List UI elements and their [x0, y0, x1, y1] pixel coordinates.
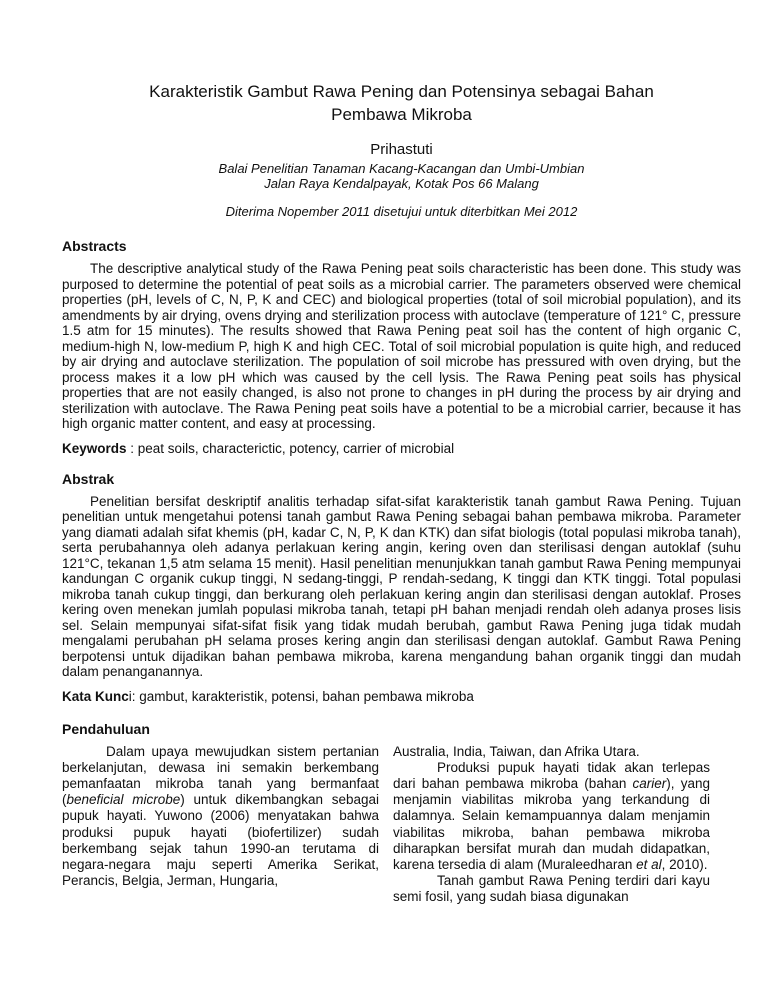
introduction-columns [62, 744, 710, 906]
keywords-id-label: Kata Kunc [62, 688, 129, 704]
intro-column-right [393, 744, 710, 906]
intro-paragraph-1 [62, 744, 379, 890]
paper-title: Karakteristik Gambut Rawa Pening dan Potensinya sebagai Bahan Pembawa Mikroba [149, 82, 654, 124]
abstract-en-body: The descriptive analytical study of the Rawa Pening peat soils characteristic has been done. This study was purposed to determine the potential of peat soils as a microbial carrier. The parameters observed were chemical properties (pH, levels of C, N, P, K and CEC) and biological properties (total of soil microbial population), and its amendments by air drying, ovens drying and sterilization process with autoclave (temperature of 121° C, pressure 1.5 atm for 15 minutes). The results showed that Rawa Pening peat soil has the content of high organic C, medium-high N, low-medium P, high K and high CEC. Total of soil microbial population is quite high, and reduced by air drying and autoclave sterilization. The population of soil microbe has pressured with oven drying, but the process makes it a low pH which was caused by the cell lysis. The Rawa Pening peat soils has physical properties that are not easily changed, is also not prone to changes in pH during the process by air drying and sterilization with autoclave. The Rawa Pening peat soils have a potential to be a microbial carrier, because it has high organic matter content, and easy at processing. [62, 261, 741, 431]
keywords-en-label: Keywords [62, 440, 127, 456]
keywords-id-text: : gambut, karakteristik, potensi, bahan pembawa mikroba [131, 688, 474, 704]
keywords-id-label-tail: i [128, 688, 132, 704]
intro-p1-seg3: ) untuk dikembangkan sebagai pupuk hayati. Yuwono (2006) menyatakan bahwa produksi pupuk hayati (biofertilizer) sudah berkembang sejak tahun 1990-an terutama di negara-negara maju seperti Amerika Serikat, Perancis, Belgia, Jerman, Hungaria, [62, 792, 379, 889]
intro-p2-seg1: Produksi pupuk hayati tidak akan terlepas dari bahan pembawa mikroba (bahan [393, 759, 710, 791]
intro-column-left [62, 744, 379, 906]
abstract-id-heading: Abstrak [62, 470, 115, 487]
paper-header [62, 80, 741, 219]
abstract-en-heading: Abstracts [62, 238, 127, 254]
intro-p2-italic-carier: carier [632, 775, 667, 791]
intro-p1-italic: beneficial microbe [66, 792, 181, 808]
intro-paragraph-2 [393, 760, 710, 873]
abstract-id-body: Penelitian bersifat deskriptif analitis terhadap sifat-sifat karakteristik tanah gambut Rawa Pening. Tujuan penelitian untuk mengetahui potensi tanah gambut Rawa Pening sebagai bahan pembawa mikroba. Parameter yang diamati adalah sifat khemis (pH, kadar C, N, P, K dan KTK) dan sifat biologis (total populasi mikroba tanah), serta perubahannya oleh adanya perlakuan kering angin, kering oven dan sterilisasi dengan autoklaf (suhu 121°C, tekanan 1,5 atm selama 15 menit). Hasil penelitian menunjukkan tanah gambut Rawa Pening mempunyai kandungan C organik cukup tinggi, N sedang-tinggi, P rendah-sedang, K tinggi dan KTK tinggi. Total populasi mikroba tanah cukup tinggi, dan berkurang oleh perlakuan kering angin dan sterilisasi dengan autoklaf. Proses kering oven menekan jumlah populasi mikroba tanah, tetapi pH bahan menjadi rendah oleh adanya proses lisis sel. Selain mempunyai sifat-sifat fisik yang tidak mudah berubah, gambut Rawa Pening juga tidak mudah mengalami perubahan pH selama proses kering angin dan sterilisasi dengan autoklaf. Gambut Rawa Pening berpotensi untuk dijadikan bahan pembawa mikroba, karena mengandung bahan organik tinggi dan mudah dalam penanganannya. [62, 493, 741, 679]
received-note: Diterima Nopember 2011 disetujui untuk diterbitkan Mei 2012 [225, 204, 578, 219]
keywords-en-text: : peat soils, characterictic, potency, carrier of microbial [126, 440, 455, 456]
intro-paragraph-1-continuation: Australia, India, Taiwan, dan Afrika Utara. [393, 743, 640, 759]
affiliation-line-2: Jalan Raya Kendalpayak, Kotak Pos 66 Malang [264, 176, 539, 191]
intro-p2-italic-etal: et al [636, 856, 662, 872]
affiliation [62, 161, 741, 191]
intro-paragraph-3: Tanah gambut Rawa Pening terdiri dari kayu semi fosil, yang sudah biasa digunakan [393, 873, 710, 905]
intro-p2-seg3: ), yang menjamin viabilitas mikroba yang terkandung di dalamnya. Selain kemampuannya dalam menjamin viabilitas mikroba, bahan pembawa mikroba diharapkan bersifat murah dan mudah didapatkan, karena tersedia di alam (Muraleedharan [393, 775, 710, 872]
affiliation-line-1: Balai Penelitian Tanaman Kacang-Kacangan dan Umbi-Umbian [218, 161, 585, 176]
intro-p2-seg5: , 2010). [661, 856, 708, 872]
intro-p1-seg1: Dalam upaya mewujudkan sistem pertanian berkelanjutan, dewasa ini semakin berkembang pemanfaatan mikroba tanah yang bermanfaat ( [62, 743, 379, 808]
keywords-en-line [62, 441, 741, 456]
paper-content [62, 80, 741, 906]
introduction-heading: Pendahuluan [62, 720, 150, 737]
keywords-id-line [62, 689, 741, 704]
author-name: Prihastuti [370, 141, 433, 158]
